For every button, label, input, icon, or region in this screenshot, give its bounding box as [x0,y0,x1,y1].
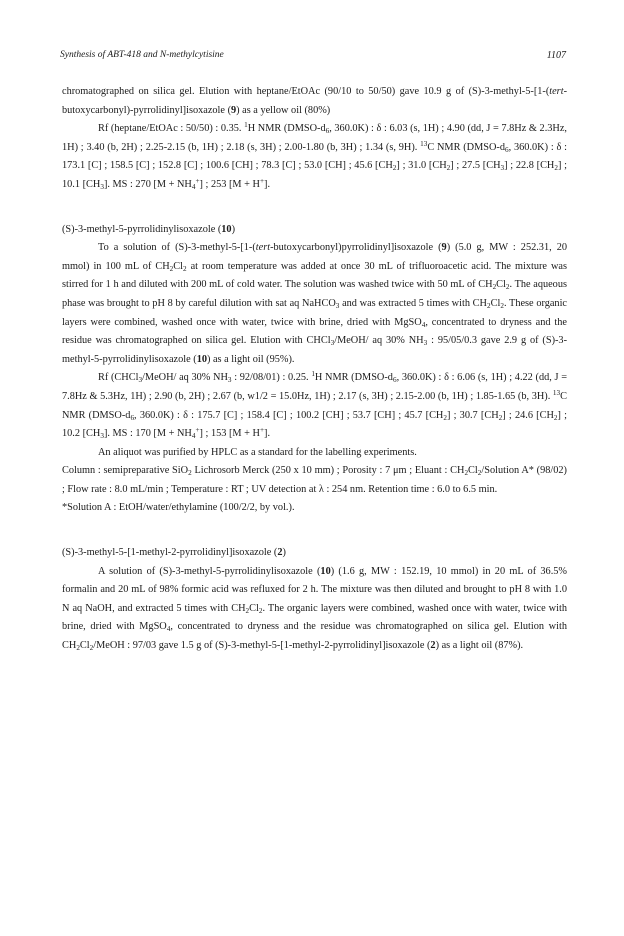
hplc-conditions: Column : semipreparative SiO$_2$ Lichrosorb Merck (250 x 10 mm) ; Porosity : 7 μm ; Eluant : $CH_2Cl_2$/Solution A* (98/02) ; Flow rate : 8.0 mL/min ; Temperature : RT ; UV detection at λ : 254 nm. Retention time : 6.0 to 6.5 min. [62,465,567,495]
body-text [62,83,567,656]
compound-2-procedure: A solution of (S)-3-methyl-5-pyrrolidinylisoxazole (10) (1.6 g, MW : 152.19, 10 mmol) in 20 mL of 36.5% formalin and 20 mL of 98% formic acid was refluxed for 2 h. The mixture was then diluted and brought to pH 8 with 1.0 N aq NaOH, and extracted 5 times with $CH_2Cl_2$. The organic layers were combined, washed once with water, twice with brine, dried with MgSO$_4$, concentrated to dryness and the residue was chromatographed on silica gel. Elution with $CH_2Cl_2$/MeOH : 97/03 gave 1.5 g of (S)-3-methyl-5-[1-methyl-2-pyrrolidinyl]isoxazole (2) as a light oil (87%). [62,565,567,653]
page-number: 1107 [546,50,566,61]
carryover-paragraph: chromatographed on silica gel. Elution with heptane/EtOAc (90/10 to 50/50) gave 10.9 g of (S)-3-methyl-5-[1-(tert-butoxycarbonyl)-pyrrolidinyl]isoxazole (9) as a yellow oil (80%) [62,86,567,116]
compound-9-data: Rf (heptane/EtOAc : 50/50) : 0.35. $^1$H NMR ($DMSO-d_6$, 360.0K) : δ : 6.03 (s, 1H) ; 4.90 (dd, J = 7.8Hz & 2.3Hz, 1H) ; 3.40 (b, 2H) ; 2.25-2.15 (b, 1H) ; 2.18 (s, 3H) ; 2.00-1.80 (b, 3H) ; 1.34 (s, 9H). $^{13}$C NMR ($DMSO-d_6$, 360.0K) : δ : 173.1 [C] ; 158.5 [C] ; 152.8 [C] ; 100.6 [CH] ; 78.3 [C] ; 53.0 [CH] ; 45.6 $[CH_2]$ ; 31.0 $[CH_2]$ ; 27.5 $[CH_3]$ ; 22.8 $[CH_2]$ ; 10.1 $[CH_3]$. MS : 270 $[M + NH_4^+]$ ; 253 [M + H+]. [62,121,568,191]
compound-10-heading: (S)-3-methyl-5-pyrrolidinylisoxazole (10) [62,223,236,235]
compound-2-heading: (S)-3-methyl-5-[1-methyl-2-pyrrolidinyl]isoxazole (2) [62,547,286,559]
compound-10-data: Rf (CHCl$_3$/MeOH/ aq 30% $NH_3$ : 92/08/01) : 0.25. $^1$H NMR ($DMSO-d_6$, 360.0K) : δ : 6.06 (s, 1H) ; 4.22 (dd, J = 7.8Hz & 5.3Hz, 1H) ; 2.90 (b, 2H) ; 2.67 (b, w1/2 = 15.0Hz, 1H) ; 2.17 (s, 3H) ; 2.15-2.00 (b, 1H) ; 1.85-1.65 (b, 3H). $^{13}$C NMR ($DMSO-d_6$, 360.0K) : δ : 175.7 [C] ; 158.4 [C] ; 100.2 [CH] ; 53.7 [CH] ; 45.7 $[CH_2]$ ; 30.7 $[CH_2]$ ; 24.6 $[CH_2]$ ; 10.2 $[CH_3]$. MS : 170 $[M + NH_4^+]$ ; 153 [M + H+]. [62,370,568,441]
solution-a-footnote: *Solution A : EtOH/water/ethylamine (100/2/2, by vol.). [62,502,295,514]
compound-10-procedure: To a solution of (S)-3-methyl-5-[1-(tert-butoxycarbonyl)pyrrolidinyl]isoxazole (9) (5.0 g, MW : 252.31, 20 mmol) in 100 mL of $CH_2Cl_2$ at room temperature was added at once 30 mL of trifluoroacetic acid. The mixture was stirred for 1 h and diluted with 200 mL of cold water. The solution was washed twice with 50 mL of $CH_2Cl_2$. The aqueous phase was brought to pH 8 by careful dilution with sat aq NaHCO$_3$ and was extracted 5 times with $CH_2Cl_2$. These organic layers were combined, washed once with water, twice with brine, dried with MgSO$_4$, concentrated to dryness and the residue was chromatographed on silica gel. Elution with CHCl$_3$/MeOH/ aq 30% $NH_3$ : 95/05/0.3 gave 2.9 g of (S)-3-methyl-5-pyrrolidinylisoxazole (10) as a light oil (95%). [62,242,568,365]
hplc-note: An aliquot was purified by HPLC as a standard for the labelling experiments. [98,446,417,458]
running-title: Synthesis of ABT-418 and N-methylcytisine [60,50,224,60]
